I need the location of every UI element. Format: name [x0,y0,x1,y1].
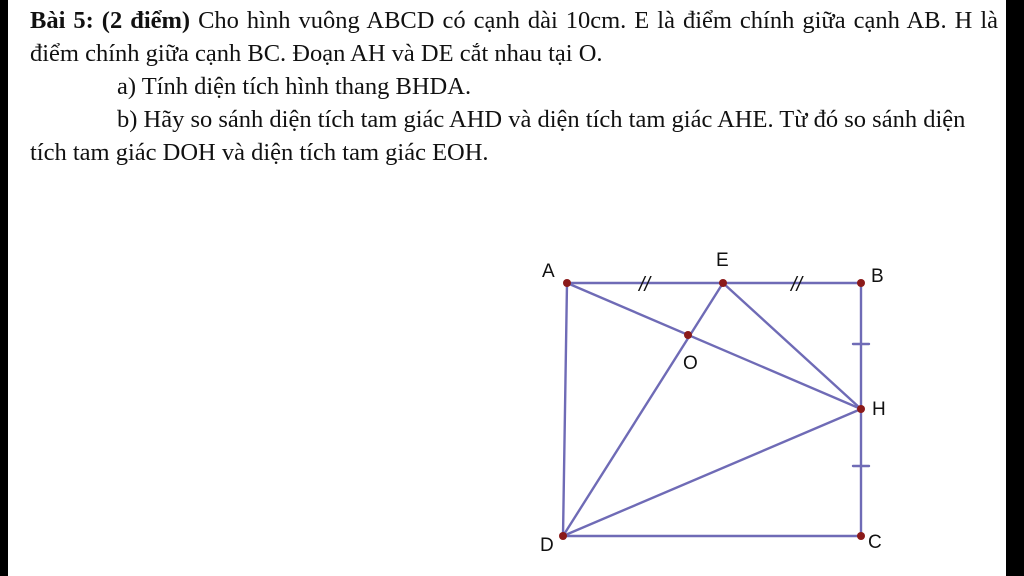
problem-statement: Cho hình vuông ABCD có cạnh dài 10cm. E là điểm chính giữa cạnh AB. H là điểm chính giữa cạnh BC. Đoạn AH và DE cắt nhau tại O. [30,7,998,67]
label-e: E [716,250,729,271]
label-a: A [542,261,555,282]
part-b: b) Hãy so sánh diện tích tam giác AHD và diện tích tam giác AHE. Từ đó so sánh diện tích tam giác DOH và diện tích tam giác EOH. [30,106,966,166]
segments [563,283,869,536]
label-c: C [868,532,882,553]
point-b [857,279,865,287]
point-h [857,405,865,413]
label-o: O [683,353,698,374]
segment-dh [563,409,861,536]
segment-de [563,283,723,536]
label-h: H [872,399,886,420]
problem-title: Bài 5: (2 điểm) [30,7,191,34]
tick-mark-ae: // [639,274,651,296]
label-d: D [540,535,554,556]
part-a: a) Tính diện tích hình thang BHDA. [117,73,472,100]
point-d [559,532,567,540]
label-b: B [871,266,884,287]
points [559,279,865,540]
point-a [563,279,571,287]
point-e [719,279,727,287]
segment-eh [723,283,861,409]
point-o [684,331,692,339]
tick-mark-eb: // [791,274,803,296]
point-c [857,532,865,540]
segment-ah [567,283,861,409]
segment-da [563,283,567,536]
